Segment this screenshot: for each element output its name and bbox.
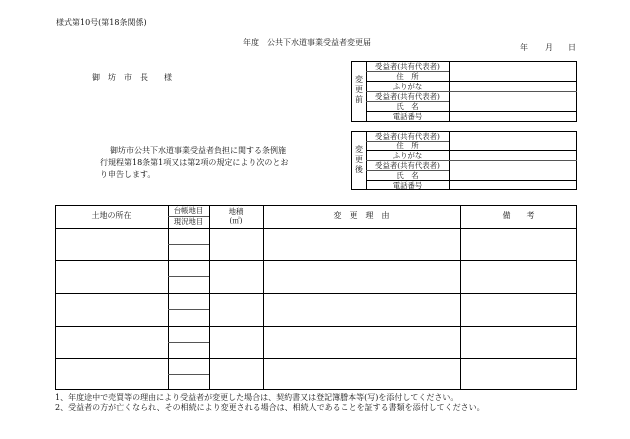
before-furigana-label: ふりがな (392, 82, 423, 91)
declaration-line-2: 行規程第18条第1項又は第2項の規定により次のとお (100, 158, 289, 167)
date-day-label: 日 (568, 43, 576, 52)
after-owner-label: 受益者(共有代表者) (375, 132, 440, 141)
declaration-line-1: 御坊市公共下水道事業受益者負担に関する条例施 (110, 146, 286, 155)
before-name-label: 氏 名 (396, 102, 419, 111)
header-remarks: 備 考 (502, 211, 535, 220)
header-ledger-category: 台帳地目 (173, 206, 204, 215)
header-area-unit: (㎡) (229, 216, 243, 225)
after-name-label: 氏 名 (396, 171, 419, 180)
header-area: 地積 (228, 207, 244, 216)
after-address-label: 住 所 (396, 141, 419, 150)
header-reason: 変 更 理 由 (333, 211, 390, 220)
note-1: 1、年度途中で売買等の理由により受益者が変更した場合は、契約書又は登記簿謄本等(写)を添付してください。 (55, 393, 459, 402)
before-side-label: 変 更 前 (355, 75, 363, 104)
header-current-category: 現況地目 (173, 217, 204, 226)
form-number: 様式第10号(第18条関係) (56, 18, 147, 27)
date-month-label: 月 (545, 43, 553, 52)
after-phone-label: 電話番号 (392, 181, 423, 190)
before-phone-label: 電話番号 (392, 112, 423, 121)
before-owner-label: 受益者(共有代表者) (375, 62, 440, 71)
declaration-line-3: り申告します。 (100, 170, 156, 179)
header-location: 土地の所在 (91, 211, 132, 220)
note-2: 2、受益者の方が亡くなられ、その相続により変更される場合は、相続人であることを証する書類を添付してください。 (55, 403, 485, 412)
after-owner-label-2: 受益者(共有代表者) (375, 161, 440, 170)
before-owner-label-2: 受益者(共有代表者) (375, 92, 440, 101)
addressee: 御 坊 市 長 様 (92, 73, 172, 82)
before-address-label: 住 所 (396, 72, 419, 81)
date-year-label: 年 (520, 43, 528, 52)
after-furigana-label: ふりがな (392, 151, 423, 160)
page-title: 年度 公共下水道事業受益者変更届 (243, 38, 371, 47)
after-side-label: 変 更 後 (355, 145, 363, 174)
